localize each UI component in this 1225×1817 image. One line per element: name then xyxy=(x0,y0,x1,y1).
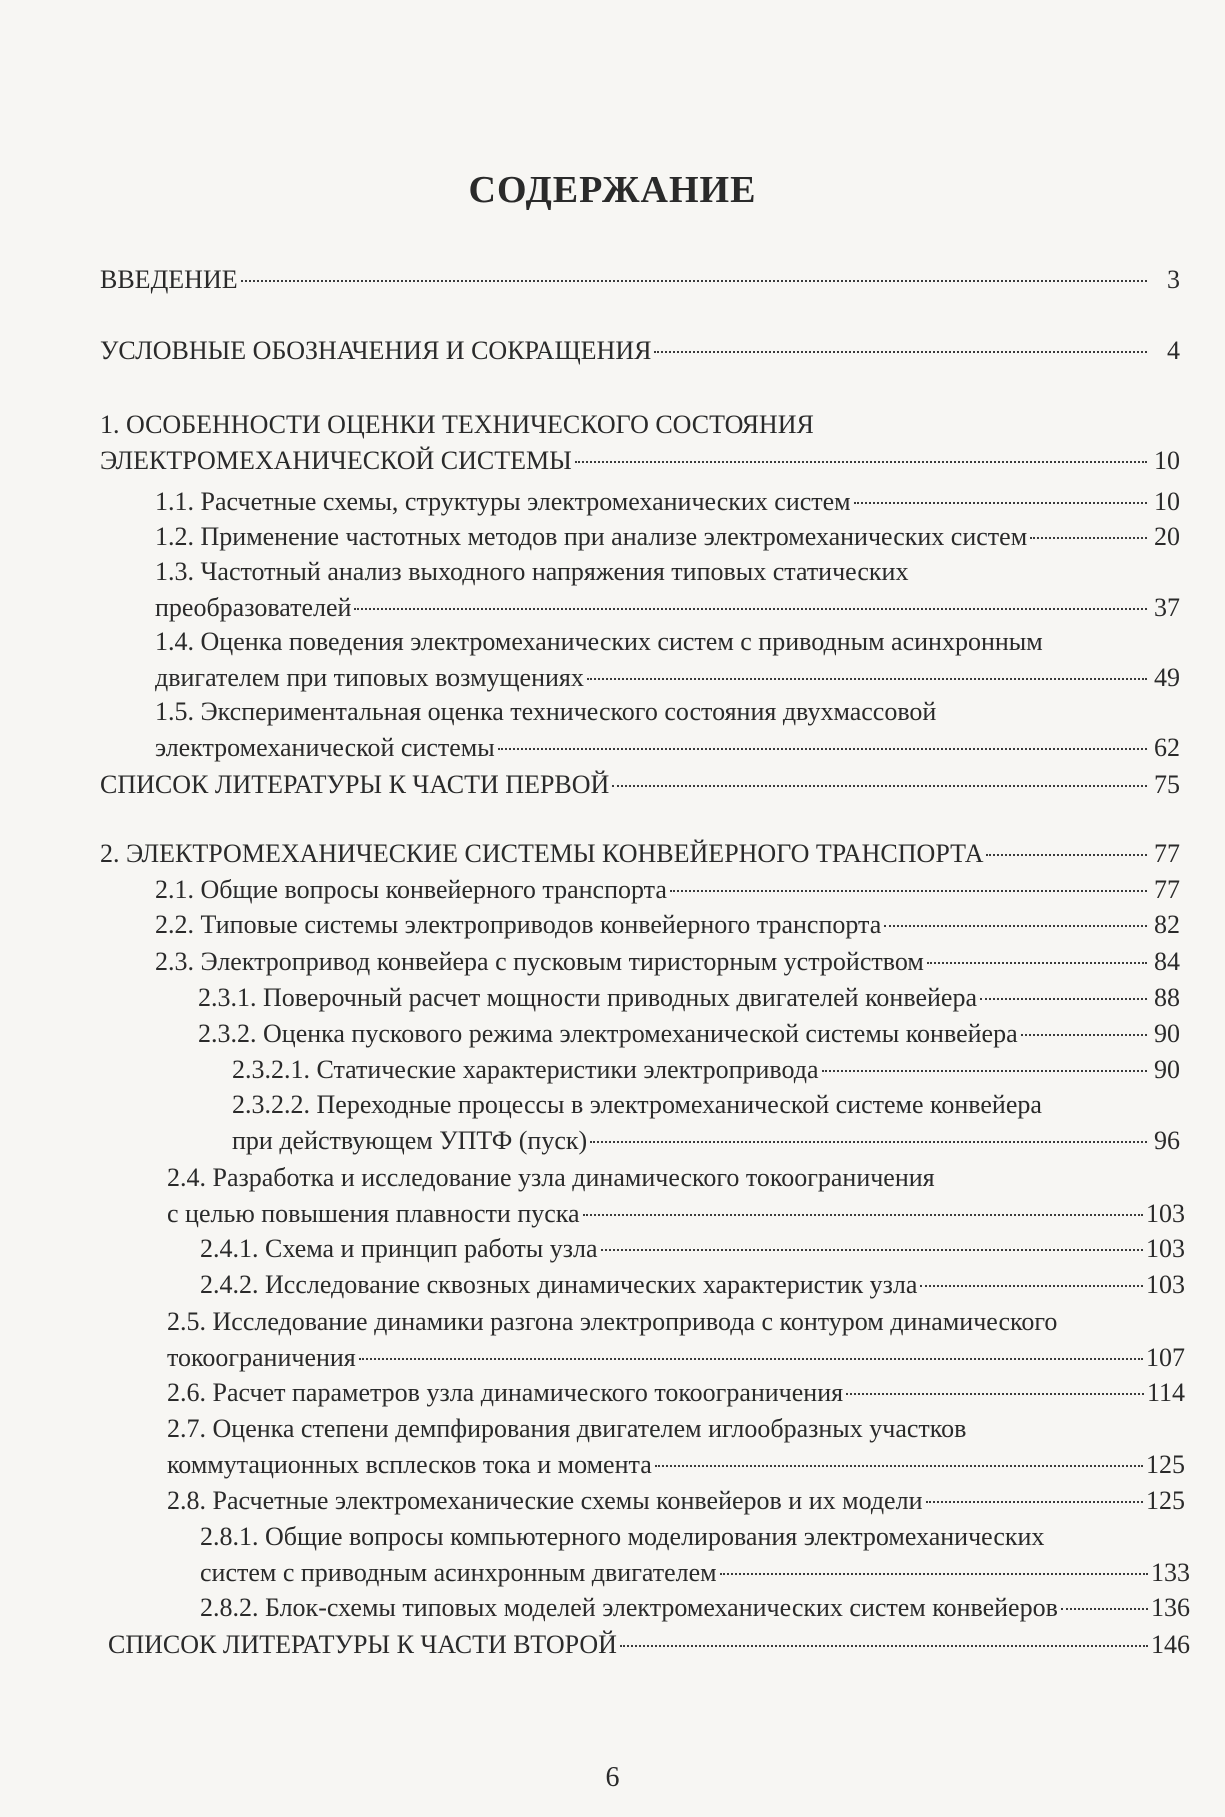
toc-entry-title: 2. ЭЛЕКТРОМЕХАНИЧЕСКИЕ СИСТЕМЫ КОНВЕЙЕРНОГО ТРАНСПОРТА xyxy=(100,839,984,868)
toc-entry-title: систем с приводным асинхронным двигателем xyxy=(200,1558,717,1587)
toc-entry-title: преобразователей xyxy=(155,593,352,622)
toc-entry-title: 2.4. Разработка и исследование узла динамического токоограничения xyxy=(167,1163,935,1192)
dot-leader xyxy=(1061,1608,1148,1610)
toc-entry-title: 2.3.2.2. Переходные процессы в электромеханической системе конвейера xyxy=(232,1090,1042,1119)
toc-entry-title: коммутационных всплесков тока и момента xyxy=(167,1450,652,1479)
dot-leader xyxy=(1030,537,1147,539)
dot-leader xyxy=(920,1285,1143,1287)
dot-leader xyxy=(655,1465,1143,1467)
toc-page-number: 88 xyxy=(1154,983,1180,1012)
dot-leader xyxy=(980,998,1147,1000)
toc-page-number: 125 xyxy=(1146,1450,1185,1479)
page-number: 6 xyxy=(605,1762,620,1793)
toc-entry-title: 2.1. Общие вопросы конвейерного транспорта xyxy=(155,875,667,904)
toc-entry-title: 2.4.2. Исследование сквозных динамических характеристик узла xyxy=(200,1270,918,1299)
toc-entry-title: 2.8.1. Общие вопросы компьютерного моделирования электромеханических xyxy=(200,1522,1045,1551)
toc-entry-title: 2.3.2. Оценка пускового режима электромеханической системы конвейера xyxy=(198,1019,1018,1048)
toc-entry-title: токоограничения xyxy=(167,1343,356,1372)
dot-leader xyxy=(986,854,1147,856)
toc-page-number: 125 xyxy=(1146,1486,1185,1515)
toc-page-number: 103 xyxy=(1146,1270,1185,1299)
dot-leader xyxy=(354,608,1147,610)
toc-page-number: 77 xyxy=(1154,839,1180,868)
toc-entry-title: СПИСОК ЛИТЕРАТУРЫ К ЧАСТИ ВТОРОЙ xyxy=(108,1630,617,1659)
dot-leader xyxy=(359,1358,1143,1360)
toc-page-number: 103 xyxy=(1146,1199,1185,1228)
toc-page-number: 133 xyxy=(1151,1558,1190,1587)
dot-leader xyxy=(620,1645,1148,1647)
toc-page-number: 107 xyxy=(1146,1343,1185,1372)
toc-page-number: 49 xyxy=(1154,663,1180,692)
toc-entry-title: 2.3.1. Поверочный расчет мощности приводных двигателей конвейера xyxy=(198,983,977,1012)
toc-entry-title: 2.8.2. Блок-схемы типовых моделей электромеханических систем конвейеров xyxy=(200,1593,1058,1622)
toc-entry-title: при действующем УПТФ (пуск) xyxy=(232,1126,588,1155)
toc-entry-title: двигателем при типовых возмущениях xyxy=(155,663,584,692)
toc-entry-title: 2.2. Типовые системы электроприводов конвейерного транспорта xyxy=(155,910,882,939)
toc-page-number: 96 xyxy=(1154,1126,1180,1155)
toc-page-number: 84 xyxy=(1154,947,1180,976)
toc-page-number: 146 xyxy=(1151,1630,1190,1659)
toc-entry-title: СПИСОК ЛИТЕРАТУРЫ К ЧАСТИ ПЕРВОЙ xyxy=(100,770,610,799)
toc-page-number: 82 xyxy=(1154,910,1180,939)
toc-page-number: 75 xyxy=(1154,770,1180,799)
toc-entry-title: 2.3.2.1. Статические характеристики электропривода xyxy=(232,1055,819,1084)
toc-page-number: 90 xyxy=(1154,1019,1180,1048)
dot-leader xyxy=(601,1249,1144,1251)
toc-entry-title: 2.3. Электропривод конвейера с пусковым тиристорным устройством xyxy=(155,947,924,976)
dot-leader xyxy=(846,1393,1144,1395)
toc-page-number: 10 xyxy=(1154,487,1180,516)
toc-page-number: 77 xyxy=(1154,875,1180,904)
dot-leader xyxy=(583,1214,1143,1216)
toc-page-number: 10 xyxy=(1154,446,1180,475)
dot-leader xyxy=(654,351,1147,353)
toc-page-number: 62 xyxy=(1154,733,1180,762)
toc-entry-title: 2.7. Оценка степени демпфирования двигателем иглообразных участков xyxy=(167,1414,967,1443)
toc-page-number: 20 xyxy=(1154,522,1180,551)
toc-page-number: 136 xyxy=(1151,1593,1190,1622)
dot-leader xyxy=(822,1070,1147,1072)
toc-entry-title: ВВЕДЕНИЕ xyxy=(100,265,238,294)
dot-leader xyxy=(241,280,1147,282)
page-title: СОДЕРЖАНИЕ xyxy=(468,169,757,211)
toc-page-number: 4 xyxy=(1167,336,1180,365)
toc-entry-title: 2.6. Расчет параметров узла динамического токоограничения xyxy=(167,1378,844,1407)
dot-leader xyxy=(884,925,1147,927)
dot-leader xyxy=(590,1141,1147,1143)
toc-entry-title: 2.5. Исследование динамики разгона электропривода с контуром динамического xyxy=(167,1307,1058,1336)
toc-entry-title: 2.4.1. Схема и принцип работы узла xyxy=(200,1234,598,1263)
toc-entry-title: 1.3. Частотный анализ выходного напряжения типовых статических xyxy=(155,557,909,586)
dot-leader xyxy=(854,502,1147,504)
toc-page-number: 37 xyxy=(1154,593,1180,622)
toc-entry-title: электромеханической системы xyxy=(155,733,495,762)
dot-leader xyxy=(575,461,1147,463)
toc-page-number: 114 xyxy=(1146,1378,1185,1407)
toc-entry-title: 2.8. Расчетные электромеханические схемы конвейеров и их модели xyxy=(167,1486,923,1515)
dot-leader xyxy=(926,1501,1144,1503)
dot-leader xyxy=(927,962,1147,964)
toc-entry-title: 1.2. Применение частотных методов при анализе электромеханических систем xyxy=(155,522,1028,551)
dot-leader xyxy=(1021,1034,1147,1036)
toc-entry-title: 1.4. Оценка поведения электромеханических систем с приводным асинхронным xyxy=(155,627,1043,656)
dot-leader xyxy=(498,748,1147,750)
dot-leader xyxy=(587,678,1147,680)
toc-entry-title: с целью повышения плавности пуска xyxy=(167,1199,580,1228)
toc-page-number: 90 xyxy=(1154,1055,1180,1084)
toc-entry-title: УСЛОВНЫЕ ОБОЗНАЧЕНИЯ И СОКРАЩЕНИЯ xyxy=(100,336,652,365)
toc-page-number: 103 xyxy=(1146,1234,1185,1263)
dot-leader xyxy=(670,890,1147,892)
dot-leader xyxy=(720,1573,1148,1575)
toc-entry-title: 1.1. Расчетные схемы, структуры электромеханических систем xyxy=(155,487,851,516)
toc-entry-title: ЭЛЕКТРОМЕХАНИЧЕСКОЙ СИСТЕМЫ xyxy=(100,446,572,475)
toc-page-number: 3 xyxy=(1167,265,1180,294)
toc-entry-title: 1.5. Экспериментальная оценка технического состояния двухмассовой xyxy=(155,697,937,726)
toc-entry-title: 1. ОСОБЕННОСТИ ОЦЕНКИ ТЕХНИЧЕСКОГО СОСТОЯНИЯ xyxy=(100,410,814,439)
dot-leader xyxy=(612,785,1147,787)
